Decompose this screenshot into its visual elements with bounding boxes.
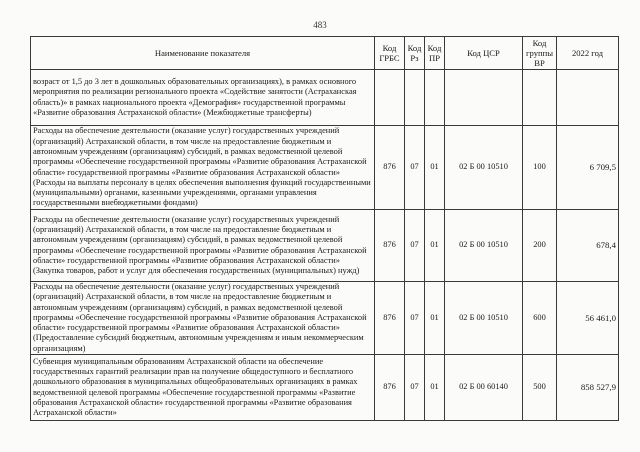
header-rz: Код Рз — [405, 37, 425, 70]
row-name: Субвенция муниципальным образованиям Астраханской области на обеспечение государственных гарантий реализации прав на получение общедоступного и бесплатного дошкольного образования в муниципальных общеобразовательных организациях в рамках ведомственной целевой программы «Обеспечение государственной программы «Развитие образования Астраханской области» государственной программы «Развитие образования Астраханской области» — [31, 355, 375, 421]
row-name: Расходы на обеспечение деятельности (оказание услуг) государственных учреждений (организаций) Астраханской области, в том числе на предоставление бюджетным и автономным учреждениям (организациям) субсидий, в рамках ведомственной целевой программы «Обеспечение государственной программы «Развитие образования Астраханской области» государственной программы «Развитие образования Астраханской области» (Расходы на выплаты персоналу в целях обеспечения выполнения функций государственными (муниципальными) органами, казенными учреждениями, органами управления государственными внебюджетными фондами) — [31, 126, 375, 210]
row-csr — [445, 70, 523, 126]
row-rz — [405, 70, 425, 126]
row-amount — [557, 70, 619, 126]
row-vr: 200 — [523, 210, 557, 282]
header-vr: Код группы ВР — [523, 37, 557, 70]
header-name: Наименование показателя — [31, 37, 375, 70]
table-row — [31, 126, 619, 210]
row-amount: 858 527,9 — [557, 355, 619, 421]
row-vr: 100 — [523, 126, 557, 210]
row-pr: 01 — [425, 282, 445, 355]
row-csr: 02 Б 00 10510 — [445, 126, 523, 210]
row-pr — [425, 70, 445, 126]
row-vr: 600 — [523, 282, 557, 355]
header-pr: Код ПР — [425, 37, 445, 70]
page-number: 483 — [313, 20, 327, 30]
row-grbs — [375, 70, 405, 126]
table-row — [31, 70, 619, 126]
row-csr: 02 Б 00 10510 — [445, 282, 523, 355]
table-row — [31, 282, 619, 355]
row-grbs: 876 — [375, 355, 405, 421]
row-amount: 56 461,0 — [557, 282, 619, 355]
table-row — [31, 210, 619, 282]
row-amount: 6 709,5 — [557, 126, 619, 210]
row-name: Расходы на обеспечение деятельности (оказание услуг) государственных учреждений (организаций) Астраханской области, в том числе на предоставление бюджетным и автономным учреждениям (организациям) субсидий, в рамках ведомственной целевой программы «Обеспечение государственной программы «Развитие образования Астраханской области» государственной программы «Развитие образования Астраханской области» (Закупка товаров, работ и услуг для обеспечения государственных (муниципальных) нужд) — [31, 210, 375, 282]
row-grbs: 876 — [375, 126, 405, 210]
row-csr: 02 Б 00 10510 — [445, 210, 523, 282]
row-rz: 07 — [405, 282, 425, 355]
row-name: возраст от 1,5 до 3 лет в дошкольных образовательных организациях), в рамках основного мероприятия по реализации регионального проекта «Содействие занятости (Астраханская область)» в рамках национального проекта «Демография» государственной программы «Развитие образования Астраханской области» (Межбюджетные трансферты) — [31, 70, 375, 126]
table-header-row — [31, 37, 619, 70]
row-pr: 01 — [425, 126, 445, 210]
budget-table — [30, 36, 619, 421]
table-row — [31, 355, 619, 421]
row-pr: 01 — [425, 355, 445, 421]
row-grbs: 876 — [375, 282, 405, 355]
header-grbs: Код ГРБС — [375, 37, 405, 70]
row-csr: 02 Б 00 60140 — [445, 355, 523, 421]
header-csr: Код ЦСР — [445, 37, 523, 70]
row-grbs: 876 — [375, 210, 405, 282]
row-amount: 678,4 — [557, 210, 619, 282]
header-year: 2022 год — [557, 37, 619, 70]
row-vr: 500 — [523, 355, 557, 421]
row-rz: 07 — [405, 210, 425, 282]
row-rz: 07 — [405, 355, 425, 421]
row-pr: 01 — [425, 210, 445, 282]
row-rz: 07 — [405, 126, 425, 210]
row-name: Расходы на обеспечение деятельности (оказание услуг) государственных учреждений (организаций) Астраханской области, в том числе на предоставление бюджетным и автономным учреждениям (организациям) субсидий, в рамках ведомственной целевой программы «Обеспечение государственной программы «Развитие образования Астраханской области» государственной программы «Развитие образования Астраханской области» (Предоставление субсидий бюджетным, автономным учреждениям и иным некоммерческим организациям) — [31, 282, 375, 355]
row-vr — [523, 70, 557, 126]
